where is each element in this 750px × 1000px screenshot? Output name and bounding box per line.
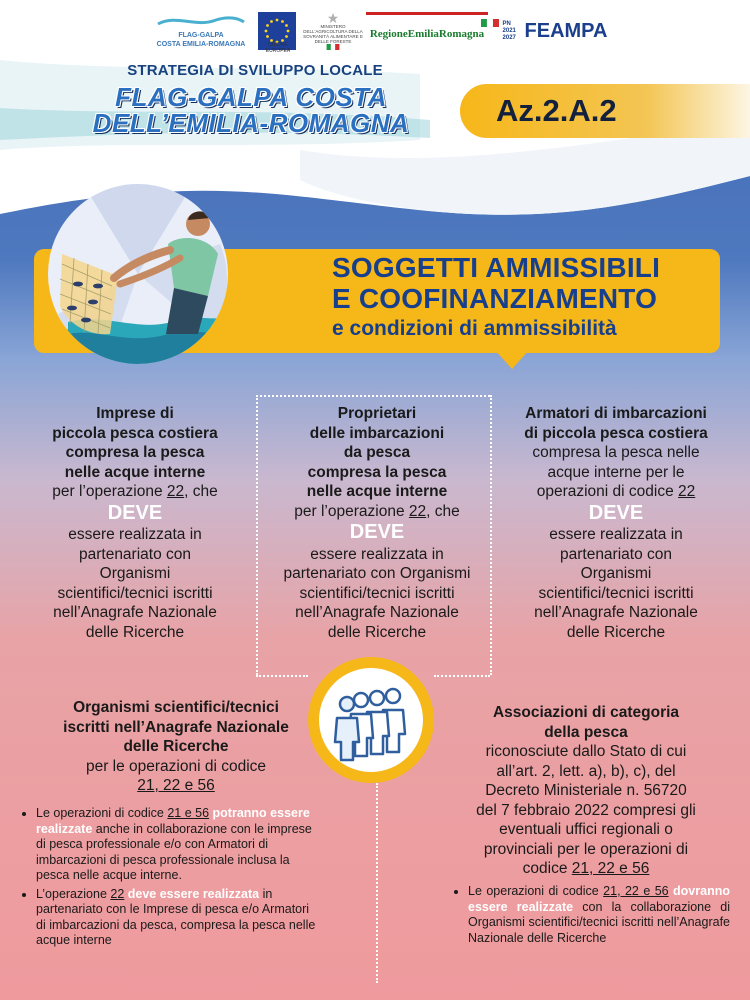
separator [376, 783, 378, 983]
fisherman-net-illustration [48, 184, 228, 364]
col2-title-2: delle imbarcazioni [309, 424, 445, 442]
bullet-text: con la collaborazione di Organismi scientifici/tecnici iscritti nell’Anagrafe Nazionale delle Ricerche [468, 899, 730, 945]
bullet-code: 21 e 56 [167, 806, 210, 820]
blk5-codes: 21, 22 e 56 [571, 860, 650, 877]
col1-op-prefix: per l’operazione [52, 483, 167, 500]
eligible-subject-associazioni [448, 703, 724, 879]
blk5-title-2: della pesca [544, 723, 628, 741]
flag-galpa-logo [152, 12, 250, 50]
eligible-subject-proprietari [264, 404, 490, 642]
col1-title-3: compresa la pesca [65, 444, 205, 461]
col2-body-4: nell’Anagrafe Nazionale [295, 604, 459, 621]
col2-op-suffix: , che [426, 502, 460, 520]
blk5-body-5: eventuali uffici regionali o [499, 821, 673, 838]
program-pn: PN 2021 2027 [502, 20, 516, 41]
bullet-text: L’operazione [36, 886, 111, 901]
bullet-highlight: dovranno essere realizzate [468, 884, 730, 914]
strategy-title: STRATEGIA DI SVILUPPO LOCALE [127, 62, 383, 79]
blk4-title-1: Organismi scientifici/tecnici [73, 699, 279, 716]
col1-body-2: partenariato con [78, 545, 192, 563]
col3-op-code: 22 [678, 483, 696, 500]
banner-title-line1: SOGGETTI AMMISSIBILI [332, 252, 661, 283]
col1-body-6: delle Ricerche [85, 623, 185, 641]
list-item [36, 806, 320, 884]
col1-op-suffix: , che [184, 483, 218, 500]
banner-title-line2: E COOFINANZIAMENTO [332, 283, 658, 314]
separator [256, 395, 490, 397]
separator [434, 675, 490, 677]
action-code-badge [460, 84, 750, 138]
people-group-badge [308, 657, 434, 783]
wave-icon [156, 14, 246, 28]
blk5-body-3: Decreto Ministeriale n. 56720 [485, 782, 687, 799]
blk5-body-2: all’art. 2, lett. a), b), c), del [496, 762, 676, 780]
action-code: Az.2.A.2 [496, 93, 617, 128]
flag-logo-sub: COSTA EMILIA-ROMAGNA [156, 40, 246, 48]
col3-body-4: scientifici/tecnici iscritti [538, 584, 694, 602]
blk5-body-6: provinciali per le operazioni di [483, 840, 689, 858]
bullet-text: Le operazioni di codice [36, 806, 168, 820]
col3-title-2: di piccola pesca costiera [524, 424, 708, 442]
col1-body-4: scientifici/tecnici iscritti [57, 584, 213, 602]
col2-body-2: partenariato con Organismi [283, 565, 471, 582]
flag-title-line2: DELL’EMILIA-ROMAGNA [92, 108, 410, 138]
col2-op-code: 22 [408, 502, 427, 520]
col3-intro-1: compresa la pesca nelle [532, 444, 700, 461]
list-item [468, 884, 730, 946]
flag-logo-name: FLAG-GALPA [178, 31, 224, 39]
regione-logo: RegioneEmiliaRomagna [366, 12, 488, 53]
blk5-title-1: Associazioni di categoria [492, 704, 680, 721]
blk4-text: per le operazioni di codice [85, 757, 267, 775]
ministry-logo [302, 12, 364, 50]
col1-body-1: essere realizzata in [68, 526, 202, 543]
blk4-title-2: iscritti nell’Anagrafe Nazionale [63, 718, 289, 736]
col1-title-4: nelle acque interne [64, 463, 206, 481]
blk4-codes: 21, 22 e 56 [137, 777, 215, 794]
col2-op-prefix: per l’operazione [294, 502, 409, 520]
col3-body-6: delle Ricerche [566, 623, 666, 641]
col2-title-4: compresa la pesca [307, 463, 447, 481]
col3-op-prefix: operazioni di codice [536, 483, 679, 500]
col1-body-3: Organismi [99, 565, 171, 582]
list-item [36, 887, 320, 949]
blk5-codes-prefix: codice [522, 860, 572, 877]
col1-title-1: Imprese di [96, 405, 174, 422]
col3-body-5: nell’Anagrafe Nazionale [534, 604, 698, 621]
italy-emblem-icon [326, 12, 340, 24]
banner-subtitle: e condizioni di ammissibilità [332, 317, 617, 340]
col1-body-5: nell’Anagrafe Nazionale [53, 604, 217, 621]
col3-intro-2: acque interne per le [547, 463, 685, 481]
associazioni-bullet-list [452, 884, 730, 949]
bullet-highlight: potranno essere realizzate [36, 806, 310, 836]
bullet-code: 22 [110, 886, 125, 901]
col3-body-1: essere realizzata in [549, 526, 683, 543]
col1-deve: DEVE [107, 501, 163, 524]
banner-pointer [494, 349, 530, 369]
organismi-bullet-list [20, 806, 320, 952]
col3-body-2: partenariato con [559, 545, 673, 563]
col3-title-1: Armatori di imbarcazioni [525, 405, 707, 422]
separator [256, 395, 258, 675]
col2-body-3: scientifici/tecnici iscritti [299, 584, 455, 602]
eligible-subject-armatori [500, 404, 732, 642]
col2-body-5: delle Ricerche [327, 623, 427, 641]
bullet-highlight: deve essere realizzata [124, 886, 260, 901]
blk5-body-4: del 7 febbraio 2022 compresi gli [476, 801, 696, 819]
separator [256, 675, 308, 677]
blk5-body-1: riconosciute dallo Stato di cui [485, 743, 687, 760]
bullet-text: Le operazioni di codice [468, 884, 604, 898]
eu-caption: UNIONE EUROPEA [265, 42, 291, 54]
separator [490, 395, 492, 675]
col2-deve: DEVE [349, 521, 405, 543]
col2-title-1: Proprietari [337, 405, 417, 422]
flag-title-line1: FLAG-GALPA COSTA [115, 82, 387, 112]
col2-title-3: da pesca [343, 444, 411, 461]
eligible-subject-organismi [30, 698, 322, 796]
col3-body-3: Organismi [580, 565, 652, 582]
program-name: FEAMPA [524, 19, 608, 42]
ministry-name: MINISTERO DELL'AGRICOLTURA DELLA SOVRANITÀ ALIMENTARE E DELLE FORESTE [303, 24, 363, 44]
feampa-logo [494, 12, 608, 50]
col1-title-2: piccola pesca costiera [52, 424, 218, 442]
italy-flag-icon [326, 44, 340, 50]
col3-deve: DEVE [588, 501, 644, 524]
bullet-text: anche in collaborazione con le imprese di pesca professionale e/o con Armatori di imbarcazioni di pesca professionale inclusa la pesca nelle acque interne. [36, 821, 312, 882]
people-group-icon [319, 668, 423, 772]
col2-title-5: nelle acque interne [306, 483, 448, 500]
col1-op-code: 22 [166, 483, 185, 500]
italy-flag-icon [481, 19, 499, 43]
eligible-subject-imprese [24, 404, 246, 642]
col2-body-1: essere realizzata in [310, 545, 444, 563]
bullet-code: 21, 22 e 56 [603, 884, 669, 898]
bullet-text: in partenariato con le Imprese di pesca e/o Armatori di imbarcazioni da pesca, compresa la pesca nelle acque interne [36, 886, 316, 947]
blk4-title-3: delle Ricerche [123, 738, 229, 755]
